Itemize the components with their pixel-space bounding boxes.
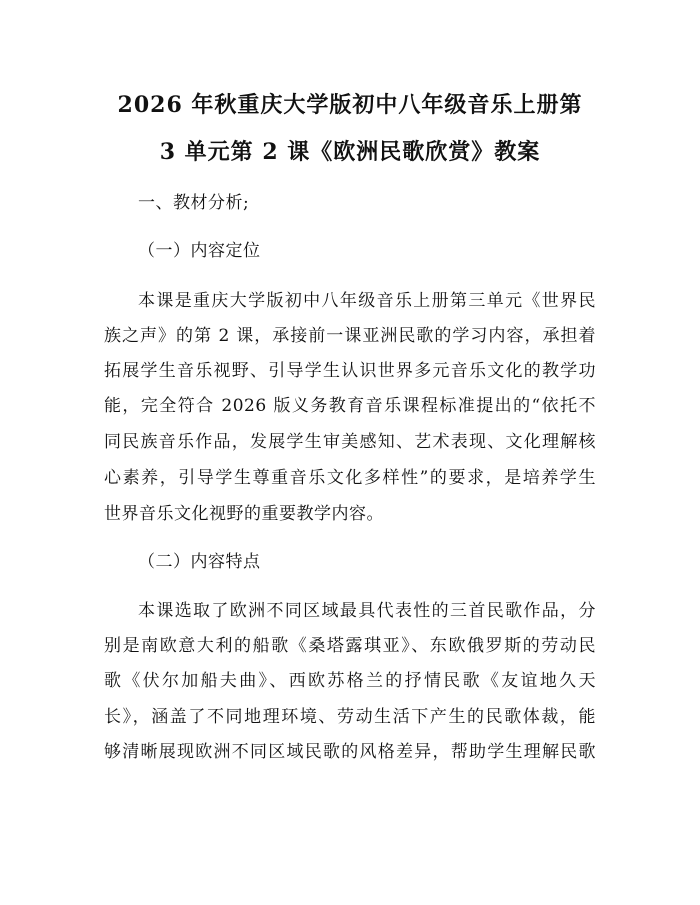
paragraph-1-line-7: 世界音乐文化视野的重要教学内容。 [104, 504, 384, 524]
paragraph-1-line-2: 族之声》的第 2 课，承接前一课亚洲民歌的学习内容，承担着 [104, 326, 596, 346]
paragraph-2-line-3: 歌《伏尔加船夫曲》、西欧苏格兰的抒情民歌《友谊地久天 [104, 671, 596, 691]
paragraph-1-line-6: 心素养，引导学生尊重音乐文化多样性”的要求，是培养学生 [104, 468, 596, 488]
subsection-heading-content-positioning: （一）内容定位 [138, 241, 261, 261]
paragraph-2-line-1: 本课选取了欧洲不同区域最具代表性的三首民歌作品，分 [138, 601, 596, 621]
section-heading-teaching-material-analysis: 一、教材分析; [138, 193, 250, 213]
paragraph-1-line-4: 能，完全符合 2026 版义务教育音乐课程标准提出的“依托不 [104, 396, 596, 416]
paragraph-1-line-3: 拓展学生音乐视野、引导学生认识世界多元音乐文化的教学功 [104, 361, 596, 381]
paragraph-1-line-1: 本课是重庆大学版初中八年级音乐上册第三单元《世界民 [138, 291, 596, 311]
paragraph-1-line-5: 同民族音乐作品，发展学生审美感知、艺术表现、文化理解核 [104, 432, 596, 452]
document-title-line-1: 2026 年秋重庆大学版初中八年级音乐上册第 [117, 92, 583, 118]
paragraph-2-line-5: 够清晰展现欧洲不同区域民歌的风格差异，帮助学生理解民歌 [104, 742, 596, 762]
document-title-line-2: 3 单元第 2 课《欧洲民歌欣赏》教案 [159, 139, 541, 165]
subsection-heading-content-features: （二）内容特点 [138, 552, 261, 572]
paragraph-2-line-4: 长》，涵盖了不同地理环境、劳动生活下产生的民歌体裁，能 [104, 707, 596, 727]
paragraph-2-line-2: 别是南欧意大利的船歌《桑塔露琪亚》、东欧俄罗斯的劳动民 [104, 636, 596, 656]
